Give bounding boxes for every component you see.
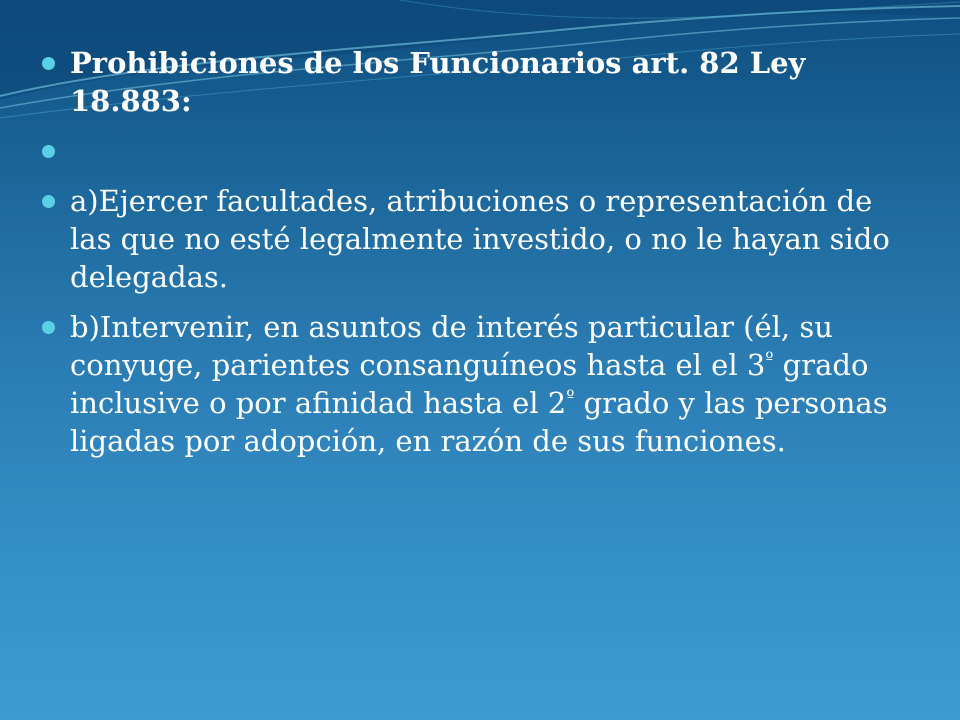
bullet-item-b-text-part3: grado y las personas ligadas por adopción, en razón de sus funciones. [70, 386, 888, 458]
bullet-icon [42, 57, 55, 70]
empty-bullet [40, 132, 920, 170]
slide-title-text: Prohibiciones de los Funcionarios art. 82 Ley 18.883: [70, 46, 806, 118]
bullet-item-b [40, 308, 920, 460]
bullet-icon [42, 195, 55, 208]
bullet-item-b-text-part2: grado inclusive o por afinidad hasta el 2 [70, 348, 869, 420]
ordinal-indicator: º [566, 387, 575, 408]
bullet-icon [42, 145, 55, 158]
slide-content [40, 44, 920, 472]
slide-title [40, 44, 920, 120]
bullet-item-a-text: a)Ejercer facultades, atribuciones o representación de las que no esté legalmente investido, o no le hayan sido delegadas. [70, 184, 890, 294]
ordinal-indicator: º [765, 349, 774, 370]
bullet-item-b-text-part1: b)Intervenir, en asuntos de interés particular (él, su conyuge, parientes consanguíneos hasta el el 3 [70, 310, 833, 382]
bullet-icon [42, 321, 55, 334]
bullet-item-a [40, 182, 920, 296]
